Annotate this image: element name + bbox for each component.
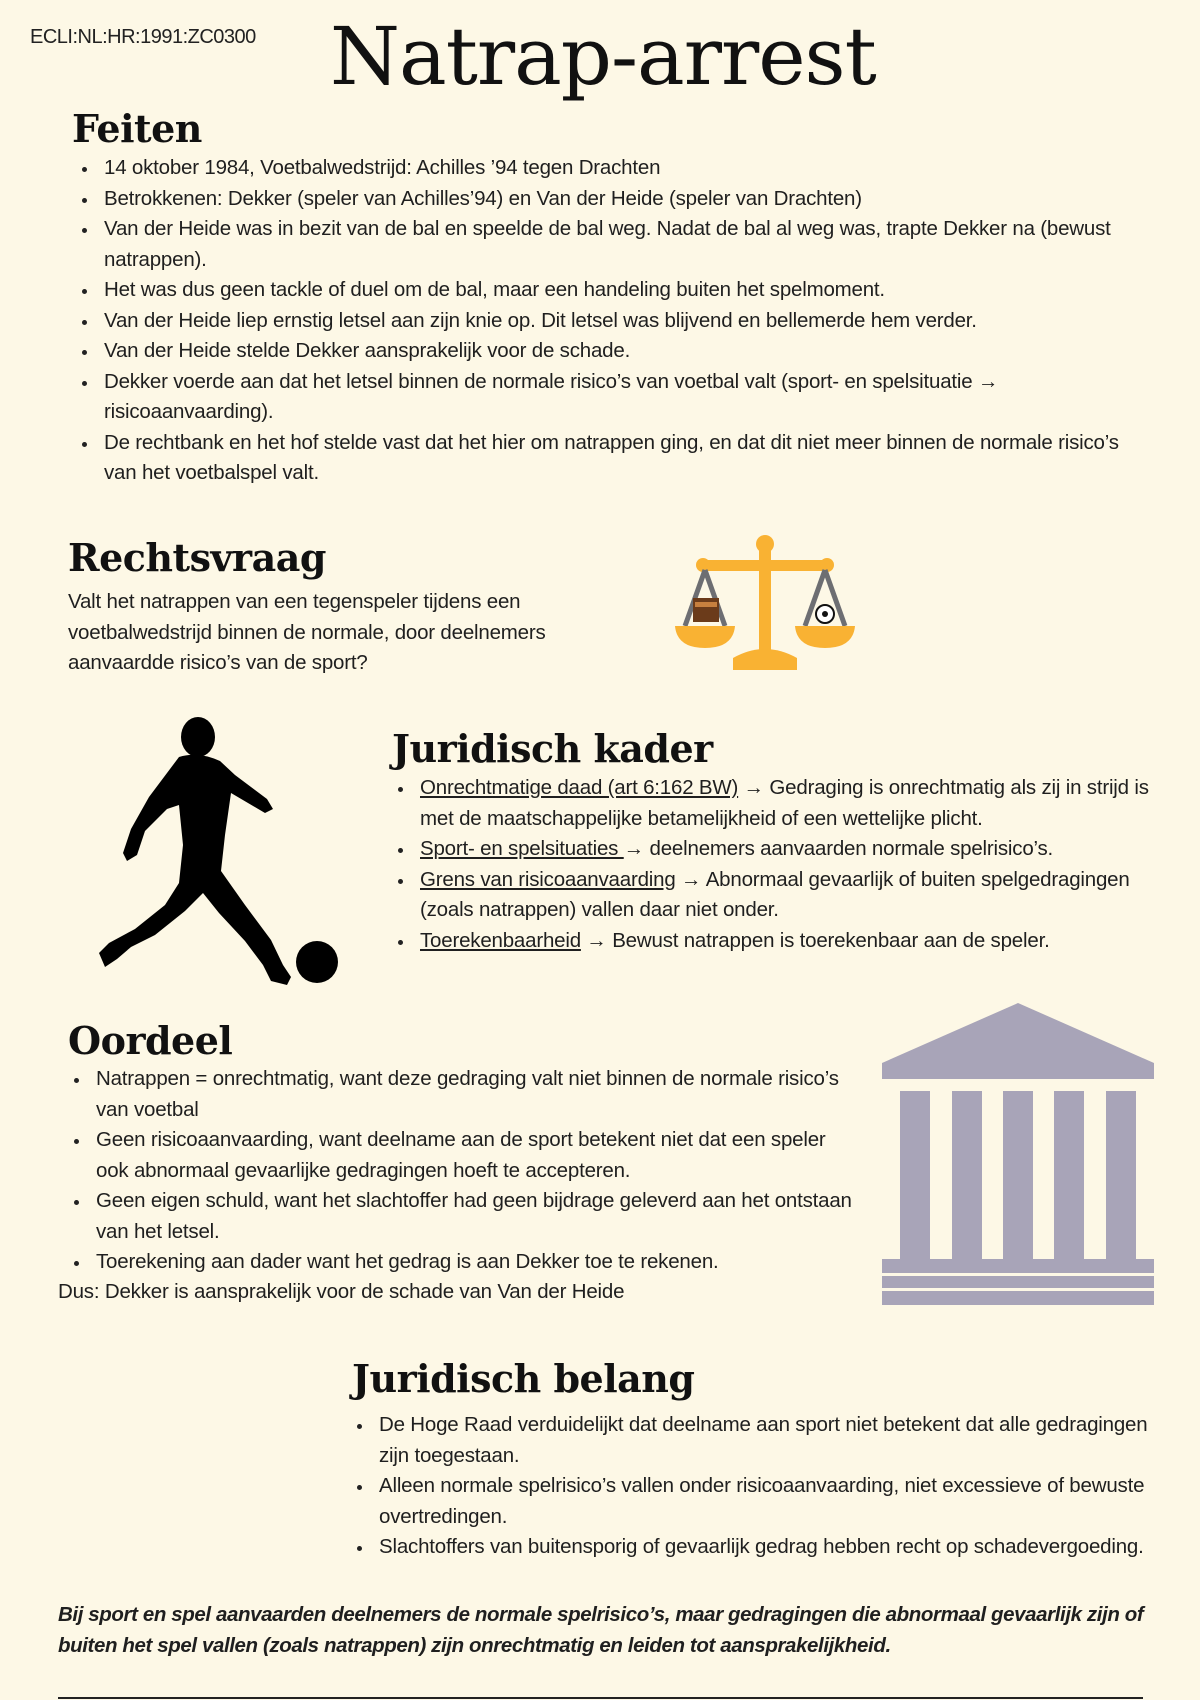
list-item: Het was dus geen tackle of duel om de bal, maar een handeling buiten het spelmoment. [76, 275, 1146, 306]
list-item: Alleen normale spelrisico’s vallen onder risicoaanvaarding, niet excessieve of bewuste overtredingen. [351, 1471, 1171, 1532]
courthouse-columns-icon [882, 1003, 1154, 1305]
scales-of-justice-icon [675, 530, 855, 690]
feiten-heading: Feiten [72, 106, 202, 151]
rechtsvraag-heading: Rechtsvraag [68, 535, 326, 580]
oordeel-conclusion: Dus: Dekker is aansprakelijk voor de schade van Van der Heide [58, 1280, 625, 1303]
kader-text: → Gedraging is onrechtmatig als zij in strijd is met de maatschappelijke betamelijkheid of een wettelijke plicht. [420, 776, 1149, 830]
list-item [392, 834, 1182, 865]
page-title: Natrap-arrest [330, 10, 876, 103]
list-item: Betrokkenen: Dekker (speler van Achilles’94) en Van der Heide (speler van Drachten) [76, 184, 1146, 215]
football-player-silhouette-icon [95, 715, 355, 1005]
list-item: Slachtoffers van buitensporig of gevaarlijk gedrag hebben recht op schadevergoeding. [351, 1532, 1171, 1563]
list-item [392, 926, 1182, 957]
belang-list [351, 1410, 1171, 1563]
ecli-identifier: ECLI:NL:HR:1991:ZC0300 [30, 26, 256, 48]
list-item: De rechtbank en het hof stelde vast dat het hier om natrappen ging, en dat dit niet meer binnen de normale risico’s van het voetbalspel valt. [76, 428, 1146, 489]
kader-list [392, 773, 1182, 956]
belang-heading: Juridisch belang [352, 1356, 695, 1401]
list-item: Natrappen = onrechtmatig, want deze gedraging valt niet binnen de normale risico’s van voetbal [68, 1064, 858, 1125]
belang-summary: Bij sport en spel aanvaarden deelnemers de normale spelrisico’s, maar gedragingen die abnormaal gevaarlijk zijn of buiten het spel vallen (zoals natrappen) zijn onrechtmatig en leiden tot aansprakelijkheid. [58, 1603, 1144, 1657]
list-item: Geen eigen schuld, want het slachtoffer had geen bijdrage geleverd aan het ontstaan van het letsel. [68, 1186, 858, 1247]
list-item: Dekker voerde aan dat het letsel binnen de normale risico’s van voetbal valt (sport- en spelsituatie → risicoaanvaarding). [76, 367, 1146, 428]
divider [58, 1697, 1143, 1699]
list-item [392, 865, 1182, 926]
list-item: Van der Heide was in bezit van de bal en speelde de bal weg. Nadat de bal al weg was, trapte Dekker na (bewust natrappen). [76, 214, 1146, 275]
list-item: Van der Heide liep ernstig letsel aan zijn knie op. Dit letsel was blijvend en bellemerde hem verder. [76, 306, 1146, 337]
kader-heading: Juridisch kader [392, 726, 713, 771]
list-item: Geen risicoaanvaarding, want deelname aan de sport betekent niet dat een speler ook abnormaal gevaarlijke gedragingen hoeft te accepteren. [68, 1125, 858, 1186]
list-item: 14 oktober 1984, Voetbalwedstrijd: Achilles ’94 tegen Drachten [76, 153, 1146, 184]
kader-term: Grens van risicoaanvaarding [420, 867, 676, 891]
kader-term: Sport- en spelsituaties [420, 837, 624, 860]
feiten-list [76, 153, 1146, 489]
list-item: De Hoge Raad verduidelijkt dat deelname aan sport niet betekent dat alle gedragingen zijn toegestaan. [351, 1410, 1171, 1471]
oordeel-heading: Oordeel [68, 1018, 233, 1063]
list-item: Toerekening aan dader want het gedrag is aan Dekker toe te rekenen. [68, 1247, 858, 1278]
kader-text: → Bewust natrappen is toerekenbaar aan de speler. [580, 928, 1050, 952]
kader-term: Toerekenbaarheid [420, 928, 581, 952]
rechtsvraag-text: Valt het natrappen van een tegenspeler tijdens een voetbalwedstrijd binnen de normale, door deelnemers aanvaardde risico’s van de sport? [68, 590, 546, 674]
kader-text: → Abnormaal gevaarlijk of buiten spelgedragingen (zoals natrappen) vallen daar niet onder. [420, 867, 1130, 921]
list-item [392, 773, 1182, 834]
kader-term: Onrechtmatige daad (art 6:162 BW) [420, 776, 739, 799]
list-item: Van der Heide stelde Dekker aansprakelijk voor de schade. [76, 336, 1146, 367]
oordeel-list [68, 1064, 858, 1278]
kader-text: → deelnemers aanvaarden normale spelrisico’s. [623, 837, 1054, 860]
